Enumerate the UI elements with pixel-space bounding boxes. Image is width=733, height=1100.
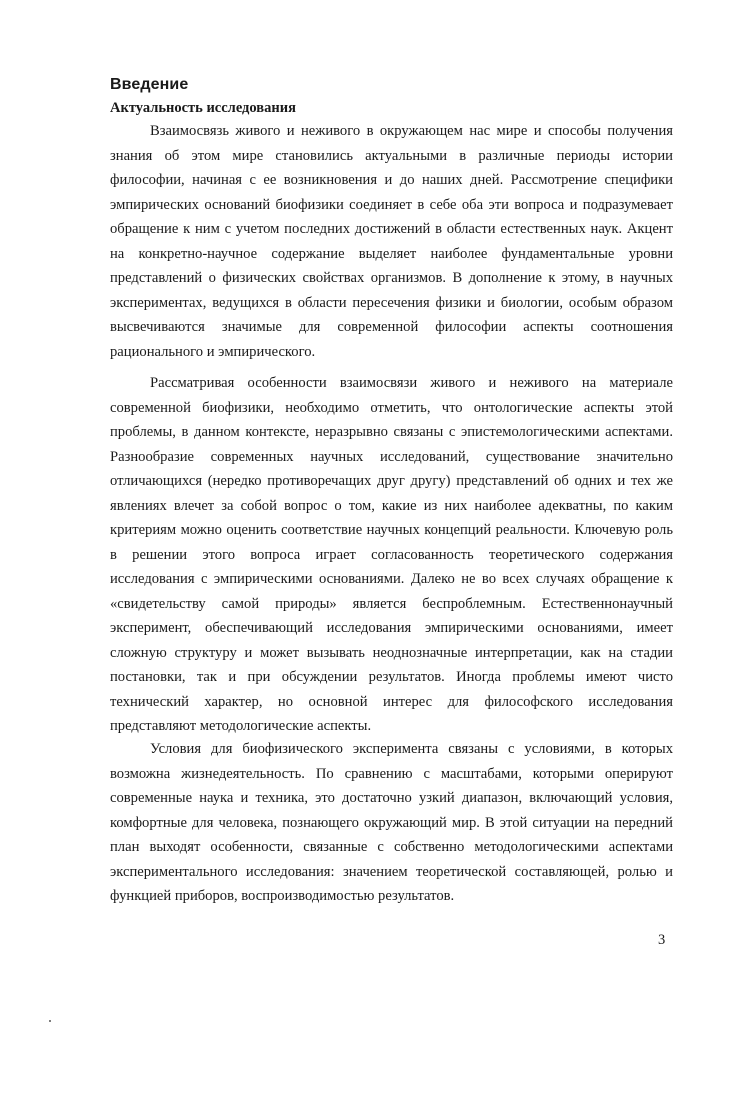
section-subheading: Актуальность исследования	[110, 100, 296, 116]
paragraph-2: Рассматривая особенности взаимосвязи живого и неживого на материале современной биофизики, необходимо отметить, что онтологические аспекты этой проблемы, в данном контексте, неразрывно связаны с эпистемологическими аспектами. Разнообразие современных научных исследований, существование значительно отличающихся (нередко противоречащих друг другу) представлений об одних и тех же явлениях влечет за собой вопрос о том, какие из них наиболее адекватны, по каким критериям можно оценить соответствие научных концепций реальности. Ключевую роль в решении этого вопроса играет согласованность теоретического содержания исследования с эмпирическими основаниями. Далеко не во всех случаях обращение к «свидетельству самой природы» является беспроблемным. Естественнонаучный эксперимент, обеспечивающий исследования эмпирическими основаниями, имеет сложную структуру и может вызывать неоднозначные интерпретации, как на стадии постановки, так и при обсуждении результатов. Иногда проблемы имеют чисто технический характер, но основной интерес для философского исследования представляют методологические аспекты.	[110, 375, 673, 734]
page-number: 3	[658, 932, 666, 948]
paragraph-1: Взаимосвязь живого и неживого в окружающем нас мире и способы получения знания об этом мире становились актуальными в различные периоды истории философии, начиная с ее возникновения и до наших дней. Рассмотрение специфики эмпирических оснований биофизики соединяет в себе оба эти вопроса и подразумевает обращение к ним с учетом последних достижений в области естественных наук. Акцент на конкретно-научное содержание выделяет наиболее фундаментальные уровни представлений о физических свойствах организмов. В дополнение к этому, в научных экспериментах, ведущихся в области пересечения физики и биологии, особым образом высвечиваются значимые для современной философии аспекты соотношения рационального и эмпирического.	[110, 123, 673, 360]
paragraph-3: Условия для биофизического эксперимента связаны с условиями, в которых возможна жизнедеятельность. По сравнению с масштабами, которыми оперируют современные наука и техника, это достаточно узкий диапазон, включающий условия, комфортные для человека, познающего окружающий мир. В этой ситуации на передний план выходят особенности, связанные с собственно методологическими аспектами экспериментального исследования: значением теоретической составляющей, ролью и функцией приборов, воспроизводимостью результатов.	[110, 741, 673, 904]
section-heading: Введение	[110, 76, 189, 93]
scan-speck	[49, 1020, 51, 1022]
